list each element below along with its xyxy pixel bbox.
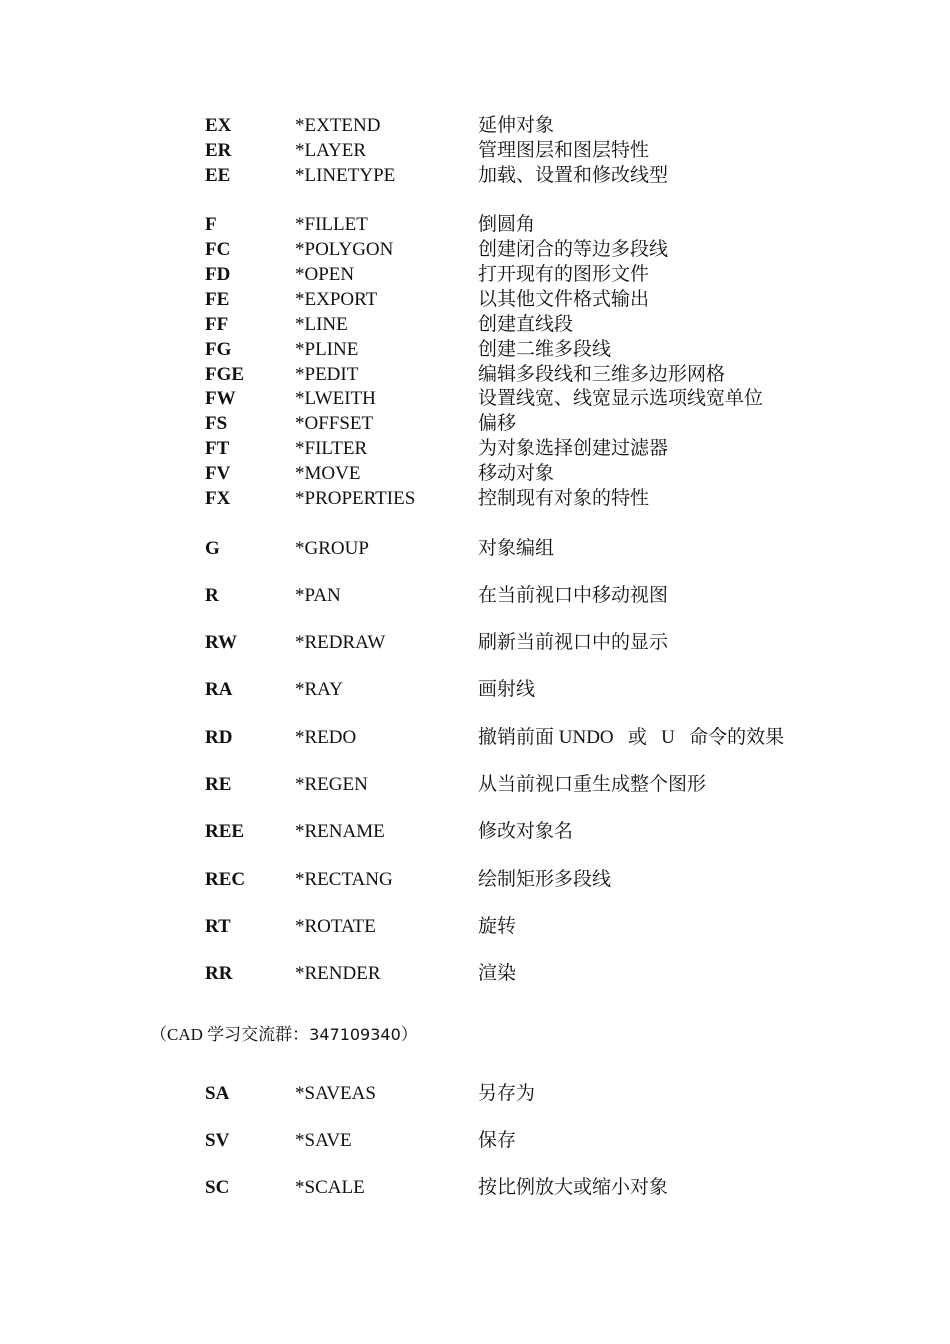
command-name: *LAYER [295,140,367,161]
command-description: 创建闭合的等边多段线 [478,239,669,260]
command-abbreviation: ER [205,140,232,161]
command-row [0,411,950,436]
command-name: *LWEITH [295,388,376,409]
command-row [0,536,950,561]
command-abbreviation: RD [205,727,233,748]
command-row [0,163,950,188]
group-note-prefix: （CAD 学习交流群： [150,1025,310,1044]
command-name: *LINE [295,314,348,335]
command-name: *OPEN [295,264,355,285]
command-description: 从当前视口重生成整个图形 [478,774,707,795]
command-name: *EXTEND [295,115,381,136]
command-name: *PEDIT [295,364,359,385]
command-description: 另存为 [478,1083,536,1104]
command-abbreviation: FT [205,438,230,459]
command-abbreviation: G [205,538,220,559]
command-name: *POLYGON [295,239,394,260]
command-name: *REDO [295,727,357,748]
command-abbreviation: RA [205,679,233,700]
command-description: 绘制矩形多段线 [478,869,612,890]
command-description: 撤销前面 UNDO 或 U 命令的效果 [478,727,785,748]
command-abbreviation: REC [205,869,246,890]
command-description: 加载、设置和修改线型 [478,165,669,186]
command-abbreviation: FC [205,239,231,260]
command-abbreviation: SA [205,1083,230,1104]
command-description: 偏移 [478,413,517,434]
command-abbreviation: R [205,585,219,606]
command-abbreviation: F [205,214,217,235]
command-row [0,212,950,237]
command-abbreviation: EE [205,165,231,186]
command-name: *REDRAW [295,632,386,653]
command-abbreviation: RW [205,632,238,653]
command-abbreviation: FX [205,488,231,509]
command-description: 保存 [478,1130,517,1151]
command-abbreviation: EX [205,115,232,136]
command-abbreviation: RR [205,963,233,984]
command-name: *PLINE [295,339,359,360]
command-row [0,287,950,312]
command-row [0,486,950,511]
command-name: *SAVEAS [295,1083,376,1104]
command-description: 创建直线段 [478,314,574,335]
command-row [0,819,950,844]
command-description: 旋转 [478,916,517,937]
command-abbreviation: FD [205,264,231,285]
command-name: *PROPERTIES [295,488,416,509]
command-name: *RENAME [295,821,385,842]
command-row [0,262,950,287]
command-name: *SCALE [295,1177,365,1198]
command-row [0,1128,950,1153]
command-description: 以其他文件格式输出 [478,289,650,310]
command-abbreviation: FG [205,339,232,360]
command-abbreviation: FW [205,388,236,409]
command-name: *RENDER [295,963,381,984]
command-description: 倒圆角 [478,214,536,235]
command-abbreviation: SC [205,1177,230,1198]
command-description: 编辑多段线和三维多边形网格 [478,364,726,385]
command-row [0,461,950,486]
command-name: *ROTATE [295,916,376,937]
command-row [0,1081,950,1106]
command-description: 渲染 [478,963,517,984]
command-name: *EXPORT [295,289,378,310]
command-name: *OFFSET [295,413,374,434]
command-row [0,113,950,138]
command-row [0,436,950,461]
command-abbreviation: FF [205,314,229,335]
command-description: 在当前视口中移动视图 [478,585,669,606]
command-abbreviation: FE [205,289,230,310]
command-description: 延伸对象 [478,115,555,136]
command-name: *GROUP [295,538,369,559]
command-description: 修改对象名 [478,821,574,842]
command-description: 刷新当前视口中的显示 [478,632,669,653]
group-note-number: 347109340 [309,1025,401,1044]
command-name: *LINETYPE [295,165,396,186]
command-row [0,386,950,411]
command-description: 创建二维多段线 [478,339,612,360]
command-row [0,677,950,702]
command-row [0,1175,950,1200]
command-row [0,312,950,337]
command-name: *RECTANG [295,869,393,890]
command-name: *RAY [295,679,343,700]
command-row [0,961,950,986]
command-abbreviation: REE [205,821,245,842]
command-name: *REGEN [295,774,368,795]
command-description: 管理图层和图层特性 [478,140,650,161]
command-row [0,914,950,939]
command-description: 按比例放大或缩小对象 [478,1177,669,1198]
command-name: *FILLET [295,214,368,235]
command-abbreviation: FV [205,463,231,484]
command-description: 为对象选择创建过滤器 [478,438,669,459]
command-description: 设置线宽、线宽显示选项线宽单位 [478,388,764,409]
command-row [0,337,950,362]
command-description: 对象编组 [478,538,555,559]
group-note-suffix: ） [400,1025,418,1044]
command-row [0,138,950,163]
command-abbreviation: FS [205,413,228,434]
command-name: *FILTER [295,438,368,459]
command-row [0,725,950,750]
command-description: 移动对象 [478,463,555,484]
command-name: *SAVE [295,1130,352,1151]
command-row [0,237,950,262]
command-abbreviation: FGE [205,364,245,385]
group-note [150,1022,418,1047]
command-description: 打开现有的图形文件 [478,264,650,285]
command-description: 画射线 [478,679,536,700]
command-row [0,630,950,655]
command-row [0,583,950,608]
command-row [0,867,950,892]
command-description: 控制现有对象的特性 [478,488,650,509]
command-row [0,362,950,387]
command-abbreviation: RT [205,916,231,937]
command-name: *MOVE [295,463,361,484]
command-abbreviation: SV [205,1130,230,1151]
command-row [0,772,950,797]
command-name: *PAN [295,585,341,606]
command-abbreviation: RE [205,774,232,795]
